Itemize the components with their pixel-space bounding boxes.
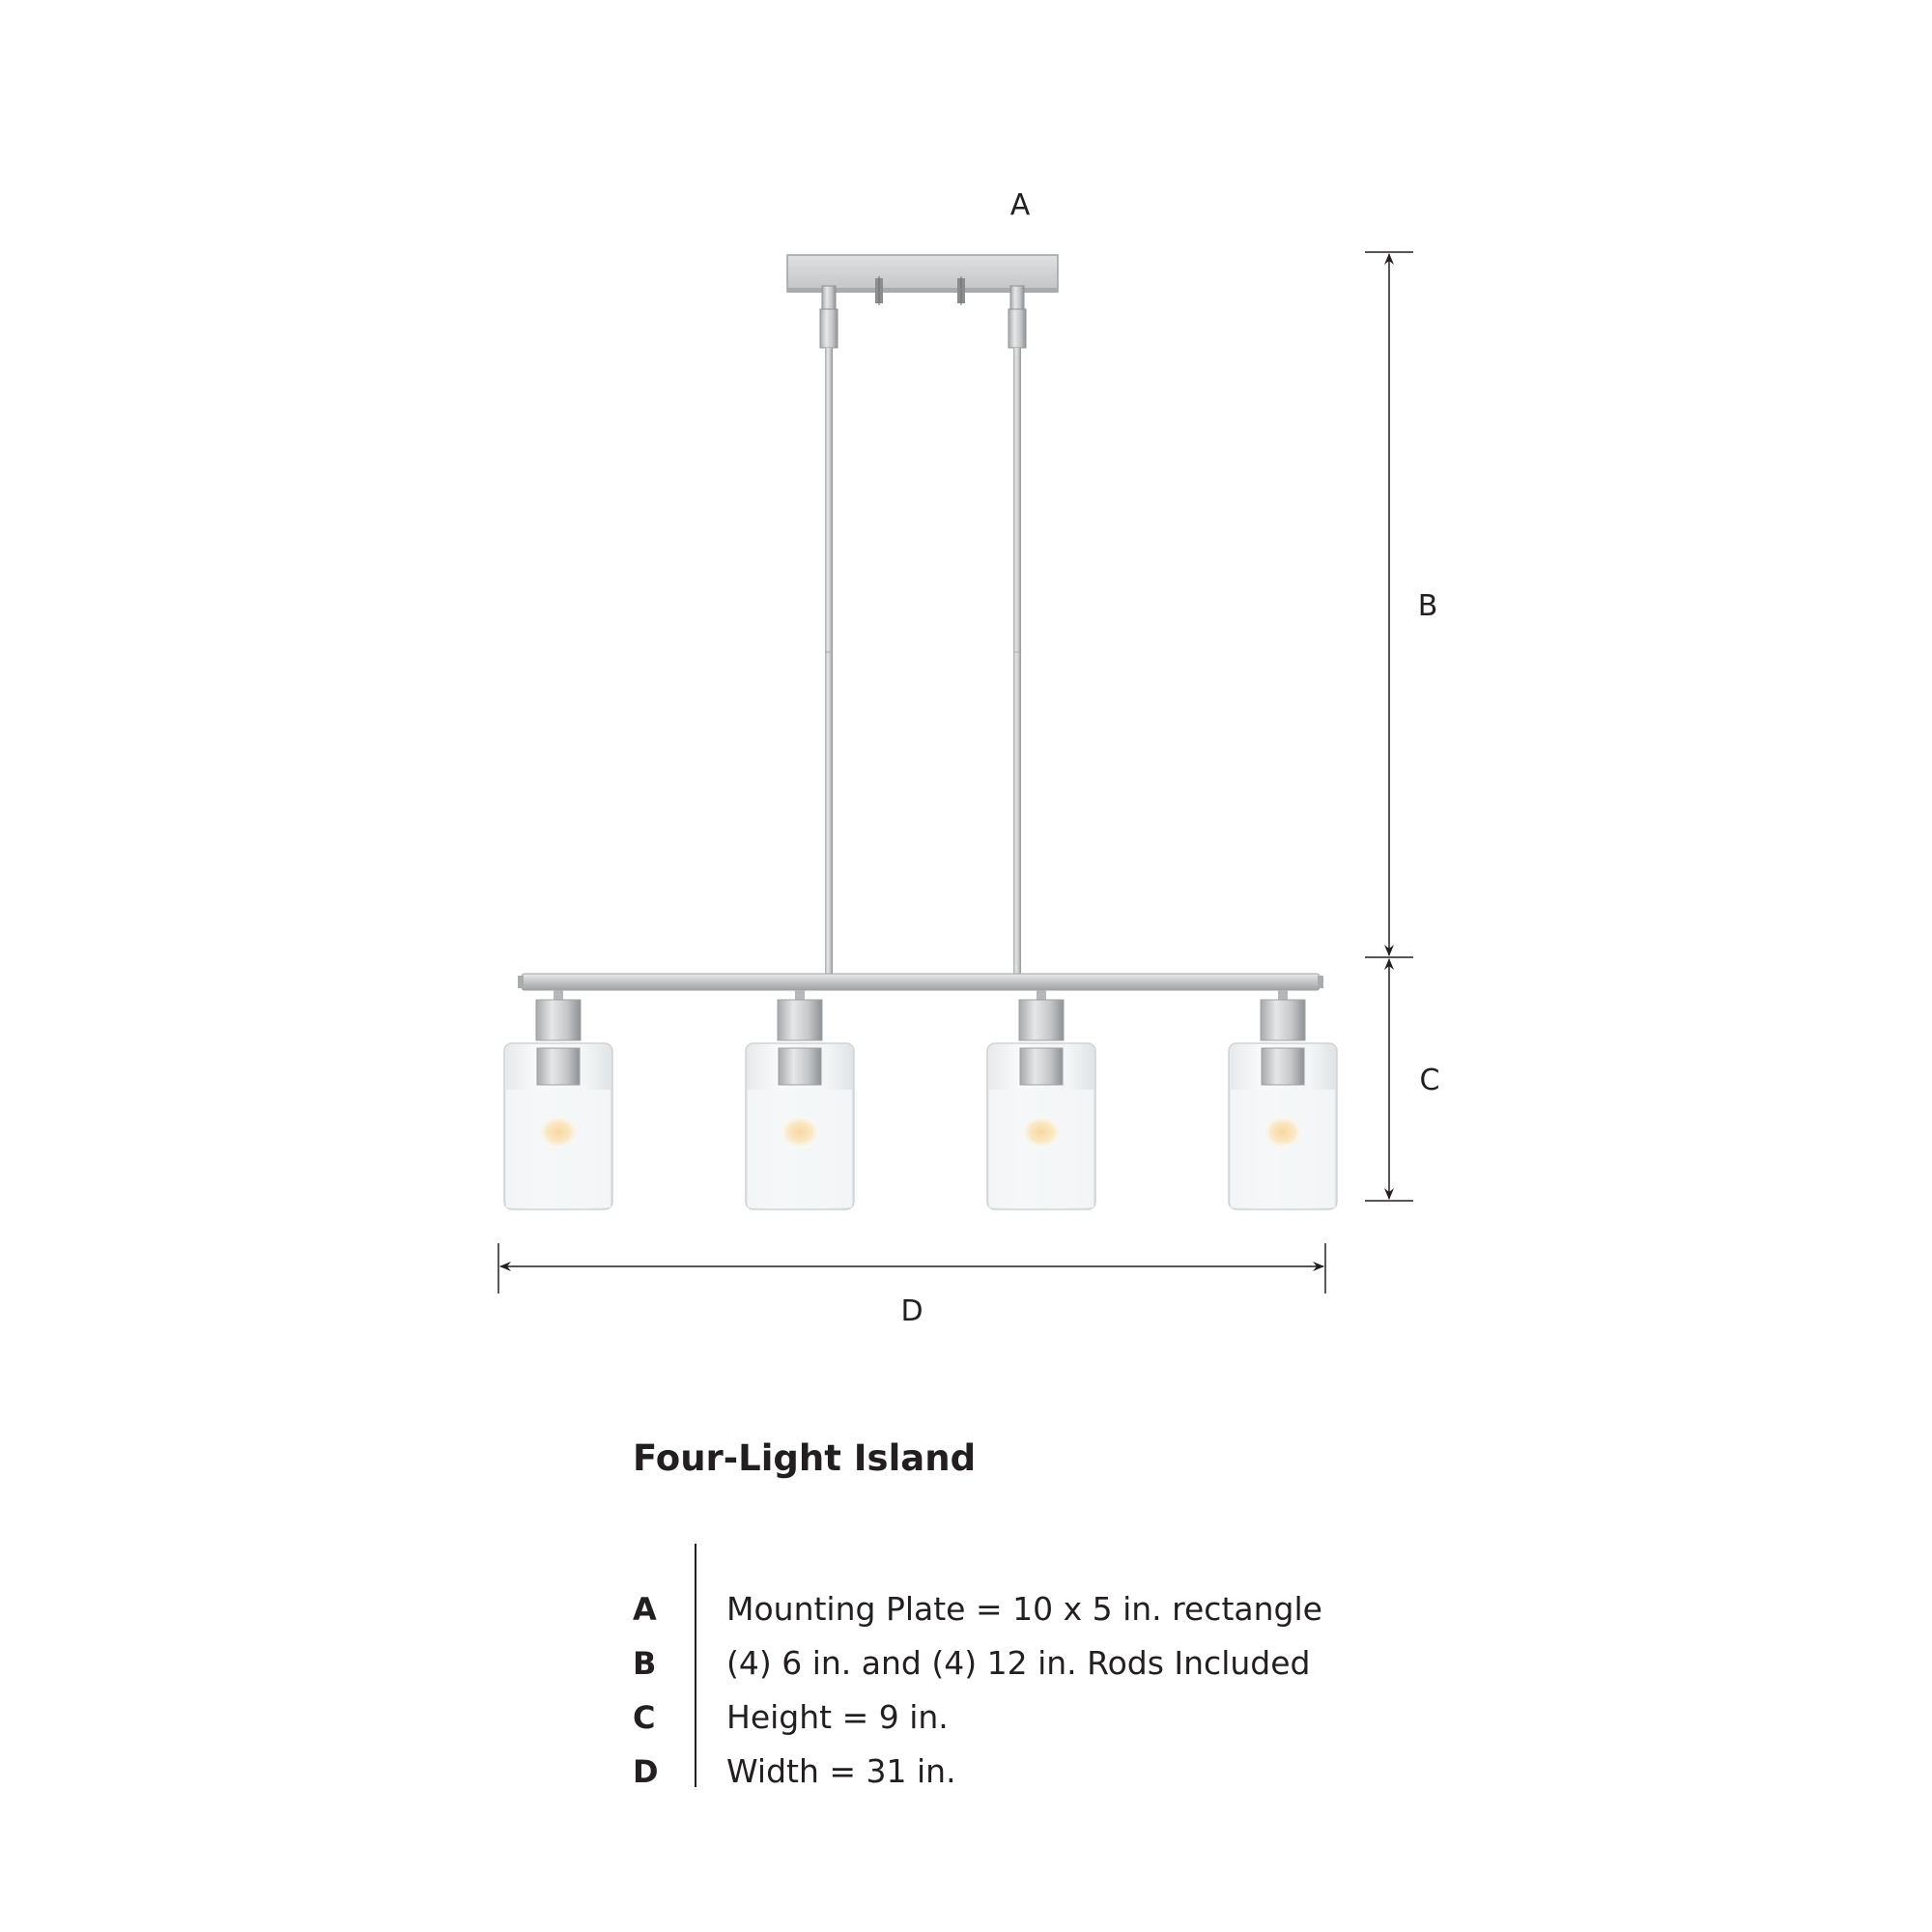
product-title: Four-Light Island <box>633 1437 977 1479</box>
spec-block <box>633 1437 1599 1806</box>
dimension-line-d <box>498 1243 1325 1293</box>
spec-value: Mounting Plate = 10 x 5 in. rectangle <box>726 1590 1322 1628</box>
spec-key: C <box>633 1699 656 1736</box>
spec-row-c <box>633 1698 1599 1752</box>
spec-key: A <box>633 1591 657 1628</box>
dimension-line-b <box>1365 252 1413 957</box>
fixture-bar <box>518 974 1323 990</box>
spec-key: B <box>633 1645 657 1682</box>
spec-table <box>633 1590 1599 1806</box>
dimension-label-b: B <box>1417 589 1438 623</box>
spec-row-b <box>633 1644 1599 1698</box>
spec-value: (4) 6 in. and (4) 12 in. Rods Included <box>726 1644 1311 1682</box>
shade-1 <box>504 990 612 1209</box>
spec-key: D <box>633 1753 659 1790</box>
shade-4 <box>1229 990 1337 1209</box>
shade-2 <box>746 990 854 1209</box>
shade-3 <box>987 990 1095 1209</box>
spec-value: Height = 9 in. <box>726 1698 949 1736</box>
dimension-line-c <box>1365 959 1413 1201</box>
spec-divider <box>695 1544 696 1787</box>
spec-row-d <box>633 1752 1599 1806</box>
dimension-label-d: D <box>900 1294 923 1328</box>
spec-row-a <box>633 1590 1599 1644</box>
dimension-label-c: C <box>1419 1064 1440 1097</box>
suspension-rod-right <box>1009 286 1026 978</box>
suspension-rod-left <box>820 286 838 978</box>
dimension-label-a: A <box>1009 188 1031 222</box>
spec-value: Width = 31 in. <box>726 1752 956 1790</box>
